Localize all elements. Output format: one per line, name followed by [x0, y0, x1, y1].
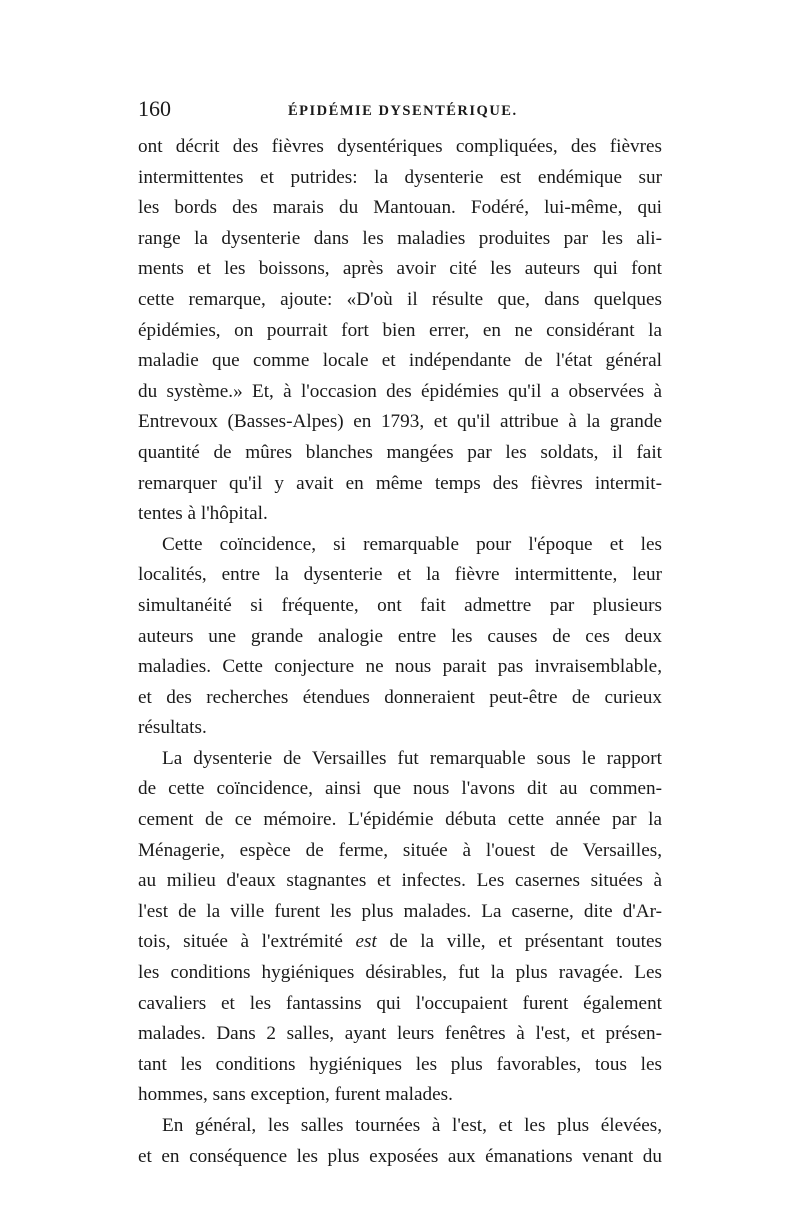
text-line: et en conséquence les plus exposées aux émanations venant du: [138, 1145, 662, 1167]
paragraph-3: [138, 744, 662, 1111]
text-line: les conditions hygiéniques désirables, fut la plus ravagée. Les: [138, 962, 662, 984]
text-line: de cette coïncidence, ainsi que nous l'avons dit au commen-: [138, 778, 662, 800]
running-title: ÉPIDÉMIE DYSENTÉRIQUE.: [288, 103, 518, 119]
text-line: tant les conditions hygiéniques les plus favorables, tous les: [138, 1053, 662, 1075]
text-line: auteurs une grande analogie entre les causes de ces deux: [138, 625, 662, 647]
text-line: et des recherches étendues donneraient peut-être de curieux: [138, 686, 662, 708]
text-line: ont décrit des fièvres dysentériques compliquées, des fièvres: [138, 136, 662, 157]
text-line-with-italic: [138, 927, 662, 958]
text-line: malades. Dans 2 salles, ayant leurs fenêtres à l'est, et présen-: [138, 1023, 662, 1045]
text-line: épidémies, on pourrait fort bien errer, en ne considérant la: [138, 319, 662, 341]
text-line: hommes, sans exception, furent malades.: [138, 1084, 453, 1106]
text-line: Entrevoux (Basses-Alpes) en 1793, et qu'il attribue à la grande: [138, 411, 662, 433]
book-page: [138, 96, 662, 1172]
text-fragment: tois, située à l'extrémité: [138, 931, 343, 953]
text-line: quantité de mûres blanches mangées par les soldats, il fait: [138, 441, 662, 463]
text-line: au milieu d'eaux stagnantes et infectes. Les casernes situées à: [138, 870, 662, 892]
text-line: intermittentes et putrides: la dysenterie est endémique sur: [138, 166, 662, 188]
text-line: range la dysenterie dans les maladies produites par les ali-: [138, 227, 662, 249]
body-text: [138, 132, 662, 1172]
text-line: ments et les boissons, après avoir cité les auteurs qui font: [138, 258, 662, 280]
text-line: simultanéité si fréquente, ont fait admettre par plusieurs: [138, 594, 662, 616]
paragraph-4: [138, 1111, 662, 1172]
text-line: Cette coïncidence, si remarquable pour l'époque et les: [162, 533, 662, 555]
text-line: du système.» Et, à l'occasion des épidémies qu'il a observées à: [138, 380, 662, 402]
text-line: maladies. Cette conjecture ne nous parait pas invraisemblable,: [138, 656, 662, 678]
text-line: localités, entre la dysenterie et la fièvre intermittente, leur: [138, 564, 662, 586]
page-number: 160: [138, 96, 171, 121]
italic-word: est: [355, 931, 377, 953]
text-line: résultats.: [138, 717, 207, 739]
text-line: remarquer qu'il y avait en même temps des fièvres intermit-: [138, 472, 662, 494]
text-line: Ménagerie, espèce de ferme, située à l'ouest de Versailles,: [138, 839, 662, 861]
running-head: [138, 96, 662, 126]
text-line: La dysenterie de Versailles fut remarquable sous le rapport: [162, 747, 662, 769]
text-line: les bords des marais du Mantouan. Fodéré, lui-même, qui: [138, 197, 662, 219]
text-line: En général, les salles tournées à l'est, et les plus élevées,: [162, 1115, 662, 1136]
text-line: cement de ce mémoire. L'épidémie débuta cette année par la: [138, 809, 662, 831]
paragraph-2: [138, 530, 662, 744]
paragraph-1: [138, 132, 662, 530]
text-line: l'est de la ville furent les plus malades. La caserne, dite d'Ar-: [138, 900, 662, 922]
text-line: cette remarque, ajoute: «D'où il résulte que, dans quelques: [138, 288, 662, 310]
text-line: cavaliers et les fantassins qui l'occupaient furent également: [138, 992, 662, 1014]
text-line: maladie que comme locale et indépendante de l'état général: [138, 350, 662, 372]
text-fragment: de la ville, et présentant toutes: [389, 931, 662, 953]
text-line: tentes à l'hôpital.: [138, 503, 268, 525]
